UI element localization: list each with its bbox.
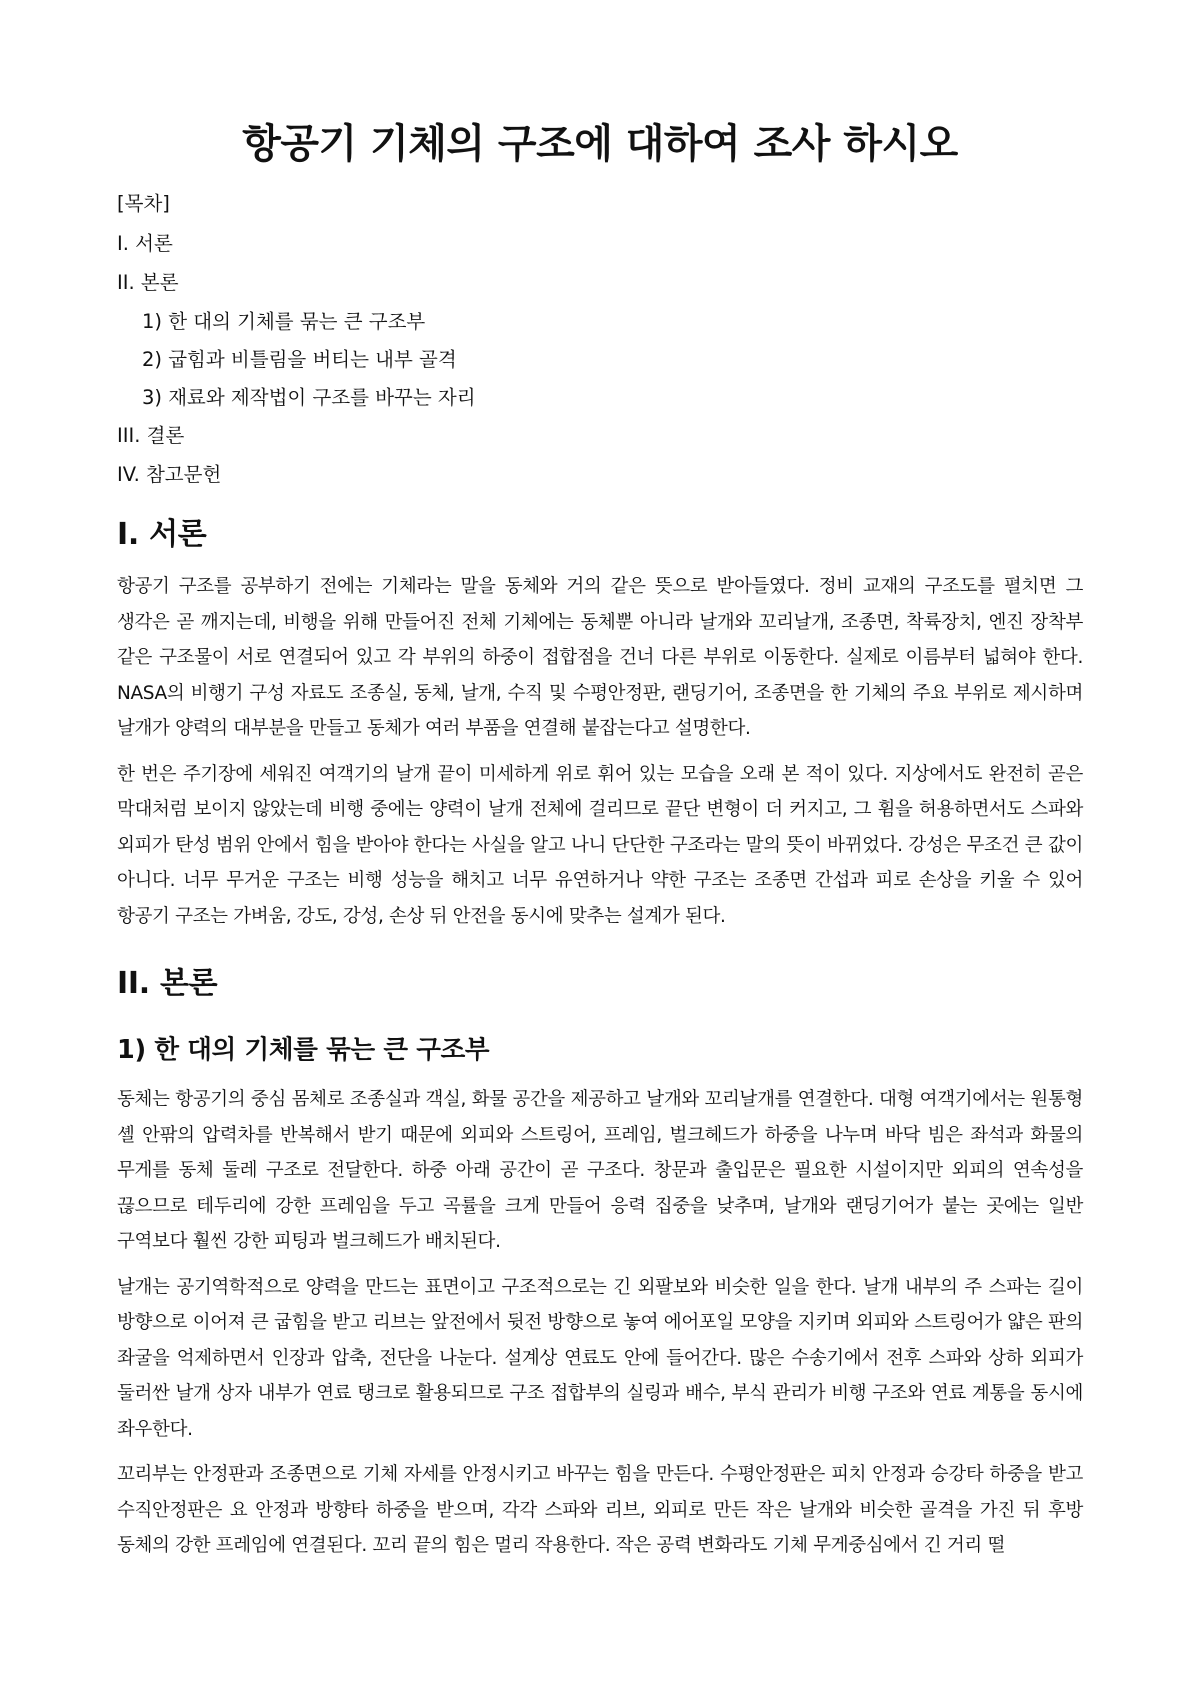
toc-item-introduction: I. 서론 (117, 232, 173, 255)
toc-item-body-3: 3) 재료와 제작법이 구조를 바꾸는 자리 (142, 386, 476, 409)
toc-heading: [목차] (117, 192, 170, 215)
paragraph: 날개는 공기역학적으로 양력을 만드는 표면이고 구조적으로는 긴 외팔보와 비슷한 일을 한다. 날개 내부의 주 스파는 길이 방향으로 이어져 큰 굽힘을 받고 리브는 앞전에서 뒷전 방향으로 놓여 에어포일 모양을 지키며 외피와 스트링어가 얇은 판의 좌굴을 억제하면서 인장과 압축, 전단을 나눈다. 설계상 연료도 안에 들어간다. 많은 수송기에서 전후 스파와 상하 외피가 둘러싼 날개 상자 내부가 연료 탱크로 활용되므로 구조 접합부의 실링과 배수, 부식 관리가 비행 구조와 연료 계통을 동시에 좌우한다. (117, 1276, 1083, 1440)
section-heading-body: II. 본론 (117, 966, 218, 1001)
subsection-heading: 1) 한 대의 기체를 묶는 큰 구조부 (117, 1035, 490, 1065)
toc-item-conclusion: III. 결론 (117, 424, 185, 447)
paragraph: 동체는 항공기의 중심 몸체로 조종실과 객실, 화물 공간을 제공하고 날개와 꼬리날개를 연결한다. 대형 여객기에서는 원통형 셸 안팎의 압력차를 반복해서 받기 때문에 외피와 스트링어, 프레임, 벌크헤드가 하중을 나누며 바닥 빔은 좌석과 화물의 무게를 동체 둘레 구조로 전달한다. 하중 아래 공간이 곧 구조다. 창문과 출입문은 필요한 시설이지만 외피의 연속성을 끊으므로 테두리에 강한 프레임을 두고 곡률을 크게 만들어 응력 집중을 낮추며, 날개와 랜딩기어가 붙는 곳에는 일반 구역보다 훨씬 강한 피팅과 벌크헤드가 배치된다. (117, 1089, 1083, 1252)
toc-item-references: IV. 참고문헌 (117, 463, 222, 486)
toc-item-body-1: 1) 한 대의 기체를 묶는 큰 구조부 (142, 310, 426, 333)
toc-item-body-2: 2) 굽힘과 비틀림을 버티는 내부 골격 (142, 348, 457, 371)
toc-item-body: II. 본론 (117, 271, 179, 294)
paragraph: 항공기 구조를 공부하기 전에는 기체라는 말을 동체와 거의 같은 뜻으로 받아들였다. 정비 교재의 구조도를 펼치면 그 생각은 곧 깨지는데, 비행을 위해 만들어진 전체 기체에는 동체뿐 아니라 날개와 꼬리날개, 조종면, 착륙장치, 엔진 장착부 같은 구조물이 서로 연결되어 있고 각 부위의 하중이 접합점을 건너 다른 부위로 이동한다. 실제로 이름부터 넓혀야 한다. NASA의 비행기 구성 자료도 조종실, 동체, 날개, 수직 및 수평안정판, 랜딩기어, 조종면을 한 기체의 주요 부위로 제시하며 날개가 양력의 대부분을 만들고 동체가 여러 부품을 연결해 붙잡는다고 설명한다. (117, 576, 1083, 739)
section-heading-introduction: I. 서론 (117, 517, 207, 552)
table-of-contents (117, 192, 1083, 487)
paragraph: 꼬리부는 안정판과 조종면으로 기체 자세를 안정시키고 바꾸는 힘을 만든다. 수평안정판은 피치 안정과 승강타 하중을 받고 수직안정판은 요 안정과 방향타 하중을 받으며, 각각 스파와 리브, 외피로 만든 작은 날개와 비슷한 골격을 가진 뒤 후방 동체의 강한 프레임에 연결된다. 꼬리 끝의 힘은 멀리 작용한다. 작은 공력 변화라도 기체 무게중심에서 긴 거리 떨 (117, 1464, 1083, 1556)
document-title: 항공기 기체의 구조에 대하여 조사 하시오 (242, 121, 958, 167)
paragraph: 한 번은 주기장에 세워진 여객기의 날개 끝이 미세하게 위로 휘어 있는 모습을 오래 본 적이 있다. 지상에서도 완전히 곧은 막대처럼 보이지 않았는데 비행 중에는 양력이 날개 전체에 걸리므로 끝단 변형이 더 커지고, 그 휨을 허용하면서도 스파와 외피가 탄성 범위 안에서 힘을 받아야 한다는 사실을 알고 나니 단단한 구조라는 말의 뜻이 바뀌었다. 강성은 무조건 큰 값이 아니다. 너무 무거운 구조는 비행 성능을 해치고 너무 유연하거나 약한 구조는 조종면 간섭과 피로 손상을 키울 수 있어 항공기 구조는 가벼움, 강도, 강성, 손상 뒤 안전을 동시에 맞추는 설계가 된다. (117, 763, 1083, 927)
